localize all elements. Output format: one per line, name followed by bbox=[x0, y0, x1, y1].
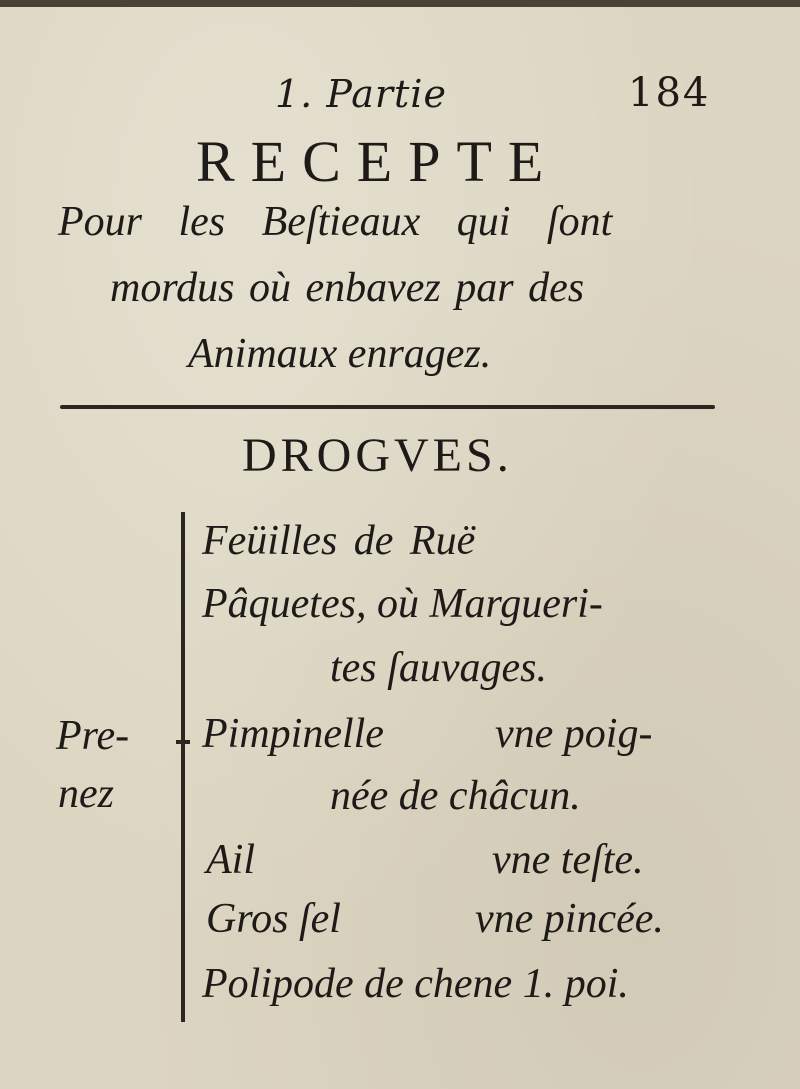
bracket-notch bbox=[176, 740, 190, 744]
side-label-part-2: nez bbox=[58, 771, 114, 817]
ingredient-line-8: Polipode de chene 1. poi. bbox=[202, 961, 629, 1007]
ingredient-line-3: tes ſauvages. bbox=[330, 645, 547, 691]
horizontal-rule bbox=[60, 405, 715, 409]
section-heading: DROGVES. bbox=[242, 429, 513, 482]
recipe-title: RECEPTE bbox=[196, 129, 560, 194]
subtitle-line-1: Pour les Beſtieaux qui ſont bbox=[58, 199, 613, 245]
ingredient-line-5: née de châcun. bbox=[330, 773, 581, 819]
ingredient-line-7-quantity: vne pincée. bbox=[475, 896, 664, 942]
ingredient-line-2: Pâquetes, où Margueri- bbox=[202, 581, 603, 627]
subtitle-line-3: Animaux enragez. bbox=[188, 331, 492, 377]
ingredient-line-4-quantity: vne poig- bbox=[495, 711, 653, 757]
subtitle-line-2: mordus où enbavez par des bbox=[110, 265, 585, 311]
ingredient-line-1: Feüilles de Ruë bbox=[202, 518, 476, 564]
running-head: 1. Partie bbox=[275, 72, 447, 116]
side-label-part-1: Pre- bbox=[56, 713, 130, 759]
page-number: 184 bbox=[628, 70, 711, 116]
page-top-edge bbox=[0, 0, 800, 7]
ingredient-line-4-name: Pimpinelle bbox=[202, 711, 384, 757]
bracket-line bbox=[181, 512, 185, 1022]
ingredient-line-6-name: Ail bbox=[206, 837, 255, 883]
ingredient-line-6-quantity: vne teſte. bbox=[492, 837, 644, 883]
ingredient-line-7-name: Gros ſel bbox=[206, 896, 341, 942]
